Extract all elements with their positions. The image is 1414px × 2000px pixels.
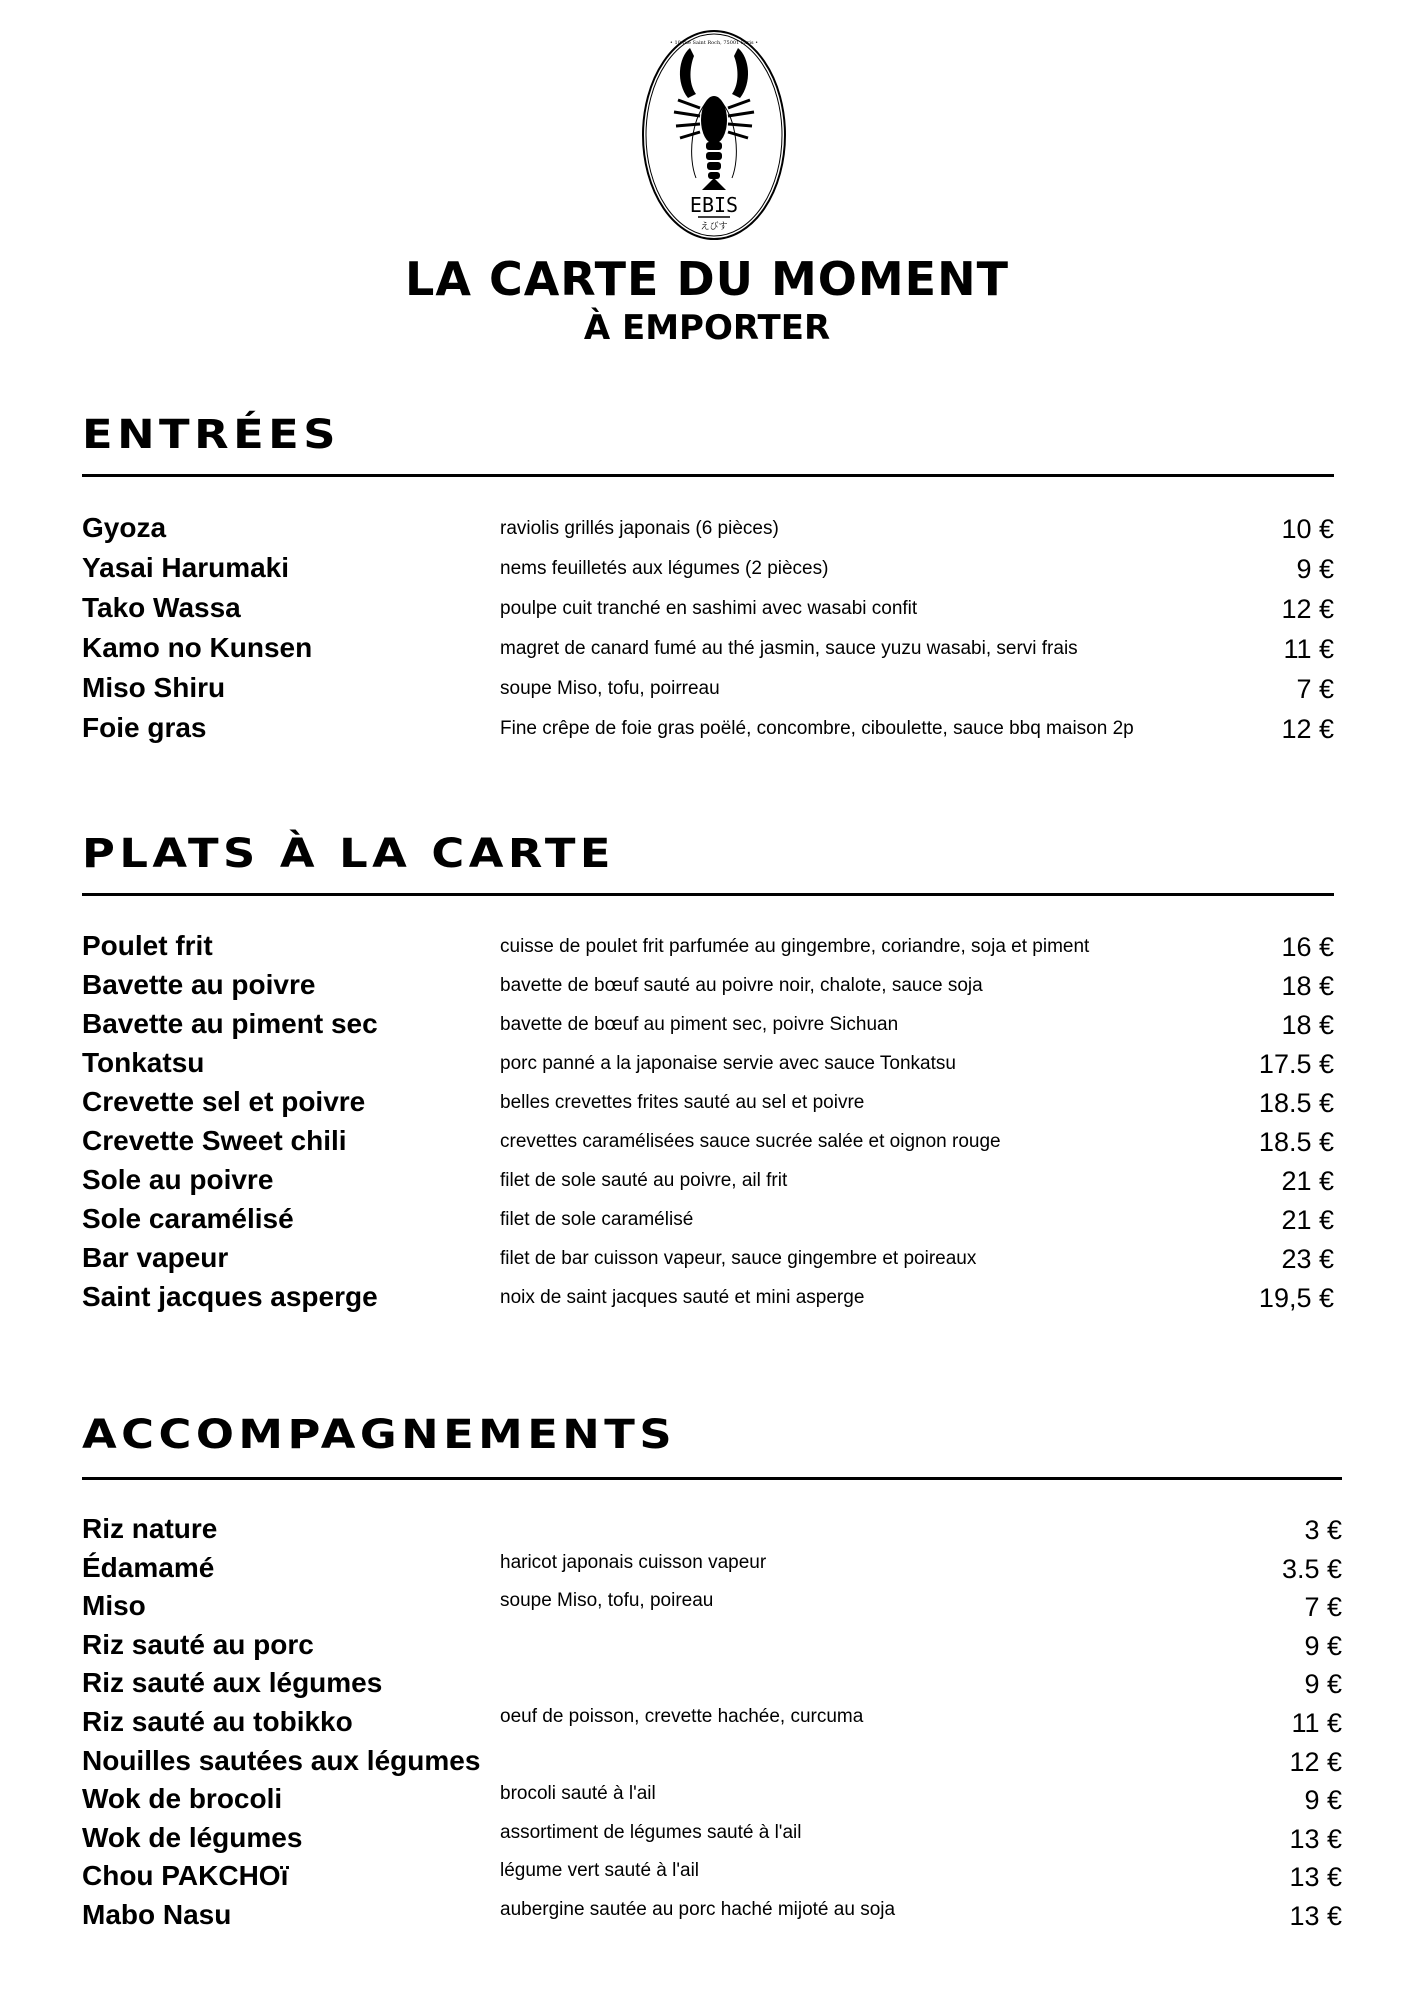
menu-item-desc: légume vert sauté à l'ail [500,1860,700,1882]
menu-item-price: 19,5 € [1258,1283,1334,1313]
menu-item [82,1164,1334,1203]
section-title: PLATS À LA CARTE [82,831,615,877]
menu-item [82,930,1334,969]
menu-item-name: Gyoza [82,512,167,543]
menu-item-name: Chou PAKCHOï [82,1860,289,1892]
menu-item [82,672,1334,712]
menu-item-name: Mabo Nasu [82,1898,232,1930]
menu-item-price: 3.5 € [1281,1553,1342,1584]
menu-item-desc: soupe Miso, tofu, poireau [500,1590,714,1612]
menu-item-desc: Fine crêpe de foie gras poëlé, concombre, ciboulette, sauce bbq maison 2p [500,718,1134,739]
menu-item-name: Riz sauté au tobikko [82,1705,353,1737]
menu-item-name: Riz nature [82,1513,218,1544]
menu-item-price: 23 € [1281,1244,1334,1274]
menu-item-price: 16 € [1281,932,1334,962]
menu-item-price: 9 € [1304,1630,1342,1661]
menu-item-name: Bar vapeur [82,1242,229,1273]
restaurant-logo [640,28,788,242]
menu-item-name: Crevette sel et poivre [82,1086,366,1117]
menu-item [82,1086,1334,1125]
menu-item [82,1783,1342,1822]
menu-item-price: 13 € [1289,1862,1342,1893]
menu-item [82,1008,1334,1047]
menu-item-name: Riz sauté aux légumes [82,1667,383,1699]
menu-item-price: 21 € [1281,1205,1334,1235]
menu-item-name: Bavette au piment sec [82,1008,378,1039]
menu-item-name: Miso Shiru [82,672,226,703]
menu-item-name: Riz sauté au porc [82,1628,314,1660]
menu-item [82,1242,1334,1281]
menu-item-desc: haricot japonais cuisson vapeur [500,1551,767,1573]
menu-item-desc: cuisse de poulet frit parfumée au gingembre, coriandre, soja et piment [500,936,1090,957]
menu-item-name: Tonkatsu [82,1047,205,1078]
menu-item-price: 11 € [1291,1707,1342,1738]
menu-item-price: 9 € [1304,1669,1342,1700]
menu-item [82,1745,1342,1784]
menu-item-price: 11 € [1283,634,1334,664]
menu-item [82,1047,1334,1086]
menu-item [82,1552,1342,1591]
menu-item [82,712,1334,752]
menu-item [82,1125,1334,1164]
menu-item-name: Yasai Harumaki [82,552,290,583]
menu-item-name: Wok de légumes [82,1821,303,1853]
menu-item-price: 13 € [1289,1900,1342,1931]
menu-item [82,1899,1342,1938]
menu-item [82,552,1334,592]
menu-item [82,1706,1342,1745]
menu-item-desc: poulpe cuit tranché en sashimi avec wasabi confit [500,598,918,619]
menu-item [82,512,1334,552]
menu-item-desc: bavette de bœuf au piment sec, poivre Sichuan [500,1014,899,1035]
menu-item-desc: raviolis grillés japonais (6 pièces) [500,518,779,539]
menu-item [82,1203,1334,1242]
menu-item-name: Wok de brocoli [82,1783,283,1815]
menu-item [82,1281,1334,1320]
menu-item [82,1629,1342,1668]
lobster-icon [674,48,754,190]
menu-item-price: 7 € [1296,674,1334,704]
menu-item-desc: noix de saint jacques sauté et mini asperge [500,1287,865,1308]
menu-item-name: Kamo no Kunsen [82,632,313,663]
menu-item-desc: porc panné a la japonaise servie avec sauce Tonkatsu [500,1053,956,1074]
menu-item-price: 12 € [1289,1746,1342,1777]
menu-item-desc: bavette de bœuf sauté au poivre noir, chalote, sauce soja [500,975,983,996]
section-divider [82,474,1334,477]
menu-item-desc: crevettes caramélisées sauce sucrée salée et oignon rouge [500,1131,1001,1152]
menu-item-price: 18 € [1281,1010,1334,1040]
menu-item-desc: brocoli sauté à l'ail [500,1783,656,1805]
menu-item-desc: belles crevettes frites sauté au sel et poivre [500,1092,865,1113]
menu-item-price: 3 € [1304,1515,1342,1545]
menu-list [82,512,1334,752]
menu-item-price: 13 € [1289,1823,1342,1854]
menu-item [82,969,1334,1008]
menu-item-price: 18.5 € [1258,1088,1334,1118]
menu-item [82,1590,1342,1629]
menu-item-price: 17.5 € [1258,1049,1334,1079]
logo-brand: EBIS [689,193,739,217]
menu-item-desc: oeuf de poisson, crevette hachée, curcuma [500,1705,864,1727]
section-title: ACCOMPAGNEMENTS [82,1412,677,1458]
page-subtitle: À EMPORTER [583,308,831,348]
menu-item [82,1860,1342,1899]
menu-item-price: 18 € [1281,971,1334,1001]
menu-item-name: Sole au poivre [82,1164,274,1195]
menu-item-name: Poulet frit [82,930,213,961]
section-divider [82,1477,1342,1480]
menu-item [82,592,1334,632]
menu-item-price: 21 € [1281,1166,1334,1196]
menu-list [82,930,1334,1320]
menu-item-desc: nems feuilletés aux légumes (2 pièces) [500,558,829,579]
menu-item-name: Miso [82,1590,146,1622]
menu-item-price: 18.5 € [1258,1127,1334,1157]
logo-brand-jp: えびす [700,222,728,232]
menu-item-price: 9 € [1304,1785,1342,1816]
menu-item [82,1667,1342,1706]
menu-item-desc: filet de sole sauté au poivre, ail frit [500,1170,788,1191]
page-title: LA CARTE DU MOMENT [405,252,1009,306]
logo-address: • 10 rue Saint Roch, 75001 Paris • [669,40,759,46]
menu-item-name: Sole caramélisé [82,1203,294,1234]
menu-item-name: Crevette Sweet chili [82,1125,347,1156]
menu-item-desc: filet de bar cuisson vapeur, sauce gingembre et poireaux [500,1248,977,1269]
menu-item-name: Nouilles sautées aux légumes [82,1744,481,1776]
menu-item-name: Bavette au poivre [82,969,316,1000]
menu-item-price: 7 € [1304,1592,1342,1623]
menu-item-desc: assortiment de légumes sauté à l'ail [500,1821,802,1843]
menu-item-desc: aubergine sautée au porc haché mijoté au soja [500,1898,896,1920]
menu-item-desc: filet de sole caramélisé [500,1209,694,1230]
section-divider [82,893,1334,896]
menu-item [82,1513,1342,1552]
menu-item-name: Tako Wassa [82,592,241,623]
menu-list [82,1513,1342,1938]
menu-item-name: Édamamé [82,1551,215,1583]
menu-item [82,1822,1342,1861]
menu-item-name: Foie gras [82,712,207,743]
menu-item-price: 10 € [1281,514,1334,544]
menu-item-name: Saint jacques asperge [82,1281,378,1312]
menu-item [82,632,1334,672]
menu-item-price: 12 € [1281,594,1334,624]
menu-item-desc: soupe Miso, tofu, poirreau [500,678,720,699]
section-title: ENTRÉES [82,412,340,458]
menu-item-price: 12 € [1281,714,1334,744]
menu-item-desc: magret de canard fumé au thé jasmin, sauce yuzu wasabi, servi frais [500,638,1078,659]
menu-item-price: 9 € [1296,554,1334,584]
